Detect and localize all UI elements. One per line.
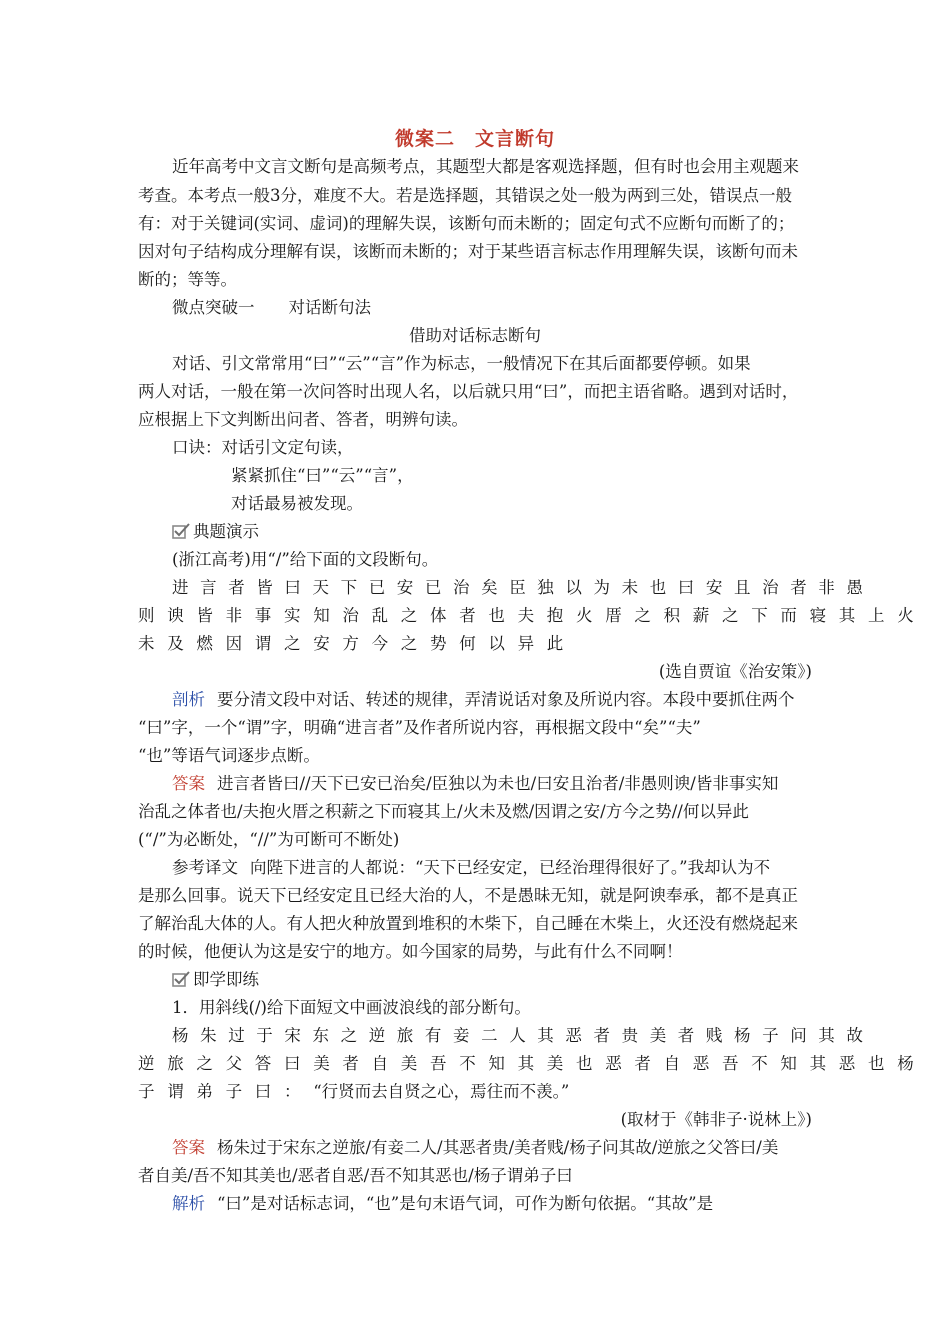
practice-heading-label: 即学即练 bbox=[193, 970, 259, 989]
answer-text: 杨朱过于宋东之逆旅/有妾二人/其恶者贵/美者贱/杨子问其故/逆旅之父答曰/美 bbox=[217, 1138, 779, 1157]
example-analysis-line: “也”等语气词逐步点断。 bbox=[138, 746, 320, 765]
translation-line: 了解治乱大体的人。有人把火种放置到堆积的木柴下，自己睡在木柴上，火还没有燃烧起来 bbox=[138, 914, 798, 933]
method-line: 对话、引文常常用“曰”“云”“言”作为标志，一般情况下在其后面都要停顿。如果 bbox=[172, 354, 751, 373]
mnemonic-line: 对话最易被发现。 bbox=[231, 494, 363, 513]
intro-line: 因对句子结构成分理解有误，该断而未断的；对于某些语言标志作用理解失误，该断句而未 bbox=[138, 242, 798, 261]
practice-text-quote: “行贤而去自贤之心，焉往而不羡。” bbox=[313, 1082, 570, 1101]
subsection-title: 借助对话标志断句 bbox=[409, 326, 541, 345]
translation-text: 向陛下进言的人都说：“天下已经安定，已经治理得很好了。”我却认为不 bbox=[250, 858, 771, 877]
example-answer-line: 治乱之体者也/夫抱火厝之积薪之下而寝其上/火未及燃/因谓之安/方今之势//何以异此 bbox=[138, 802, 749, 821]
mnemonic-line: 紧紧抓住“曰”“云”“言”， bbox=[231, 466, 414, 485]
section-name: 对话断句法 bbox=[288, 298, 371, 317]
mnemonic-line: 口诀：对话引文定句读， bbox=[172, 438, 354, 457]
practice-heading bbox=[172, 969, 259, 991]
practice-text-line: 杨朱过于宋东之逆旅有妾二人其恶者贵美者贱杨子问其故 bbox=[172, 1026, 875, 1045]
intro-line: 断的；等等。 bbox=[138, 270, 237, 289]
practice-analysis-line bbox=[172, 1193, 713, 1215]
intro-line: 近年高考中文言文断句是高频考点，其题型大都是客观选择题，但有时也会用主观题来 bbox=[172, 157, 799, 176]
method-line: 两人对话，一般在第一次问答时出现人名，以后就只用“曰”，而把主语省略。遇到对话时， bbox=[138, 382, 799, 401]
practice-text-line: 逆旅之父答曰美者自美吾不知其美也恶者自恶吾不知其恶也杨 bbox=[138, 1054, 927, 1073]
example-answer-line bbox=[172, 773, 778, 795]
intro-line: 考查。本考点一般3分，难度不大。若是选择题，其错误之处一般为两到三处，错误点一般 bbox=[138, 186, 792, 205]
example-question: (浙江高考)用“/”给下面的文段断句。 bbox=[172, 550, 439, 569]
section-heading bbox=[172, 297, 371, 319]
intro-line: 有：对于关键词(实词、虚词)的理解失误，该断句而未断的；固定句式不应断句而断了的； bbox=[138, 214, 795, 233]
practice-answer-line: 者自美/吾不知其美也/恶者自恶/吾不知其恶也/杨子谓弟子曰 bbox=[138, 1166, 573, 1185]
example-text-line: 未及燃因谓之安方今之势何以异此 bbox=[138, 634, 576, 653]
translation-line bbox=[172, 857, 770, 879]
example-analysis-line bbox=[172, 689, 795, 711]
practice-text-spaced: 子谓弟子曰： bbox=[138, 1082, 314, 1101]
answer-label: 答案 bbox=[172, 774, 205, 793]
analysis-text: “曰”是对话标志词，“也”是句末语气词，可作为断句依据。“其故”是 bbox=[217, 1194, 714, 1213]
translation-label: 参考译文 bbox=[172, 858, 238, 877]
checkbox-check-icon bbox=[172, 523, 190, 539]
section-label: 微点突破一 bbox=[172, 298, 255, 317]
practice-question: 1．用斜线(/)给下面短文中画波浪线的部分断句。 bbox=[172, 998, 531, 1017]
analysis-text: 要分清文段中对话、转述的规律，弄清说话对象及所说内容。本段中要抓住两个 bbox=[217, 690, 795, 709]
example-heading-label: 典题演示 bbox=[193, 522, 259, 541]
example-text-line: 则谀皆非事实知治乱之体者也夫抱火厝之积薪之下而寝其上火 bbox=[138, 606, 927, 625]
practice-answer-line bbox=[172, 1137, 778, 1159]
example-source: (选自贾谊《治安策》) bbox=[658, 662, 812, 681]
answer-label: 答案 bbox=[172, 1138, 205, 1157]
checkbox-check-icon bbox=[172, 971, 190, 987]
analysis-label: 剖析 bbox=[172, 690, 205, 709]
translation-line: 的时候，他便认为这是安宁的地方。如今国家的局势，与此有什么不同啊！ bbox=[138, 942, 683, 961]
example-answer-note: (“/”为必断处，“//”为可断可不断处) bbox=[138, 830, 400, 849]
example-text-line: 进言者皆曰天下已安已治矣臣独以为未也曰安且治者非愚 bbox=[172, 578, 875, 597]
translation-line: 是那么回事。说天下已经安定且已经大治的人，不是愚昧无知，就是阿谀奉承，都不是真正 bbox=[138, 886, 798, 905]
analysis-label: 解析 bbox=[172, 1194, 205, 1213]
answer-text: 进言者皆曰//天下已安已治矣/臣独以为未也/曰安且治者/非愚则谀/皆非事实知 bbox=[217, 774, 779, 793]
page-title: 微案二 文言断句 bbox=[394, 128, 555, 150]
method-line: 应根据上下文判断出问者、答者，明辨句读。 bbox=[138, 410, 468, 429]
practice-text-line bbox=[138, 1081, 569, 1103]
example-analysis-line: “曰”字，一个“谓”字，明确“进言者”及作者所说内容，再根据文段中“矣”“夫” bbox=[138, 718, 701, 737]
practice-source: (取材于《韩非子·说林上》) bbox=[620, 1110, 812, 1129]
example-heading bbox=[172, 521, 259, 543]
